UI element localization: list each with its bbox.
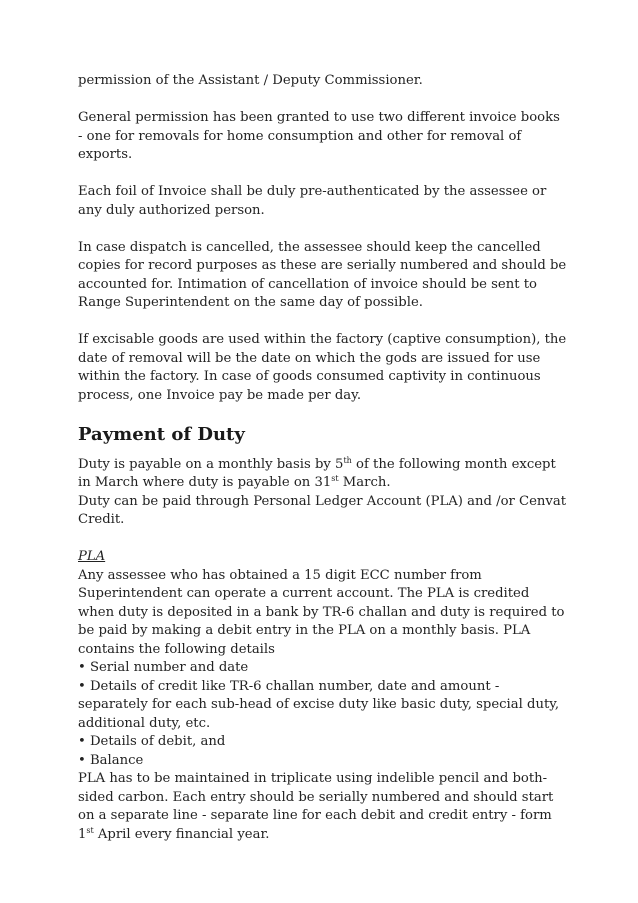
paragraph: Any assessee who has obtained a 15 digit ECC number from Superintendent can operate a current account. The PLA is credited when duty is deposited in a bank by TR-6 challan and duty is required to be paid by making a debit entry in the PLA on a monthly basis. PLA contains the following details xyxy=(78,567,565,657)
pla-subheading: PLA xyxy=(78,549,106,564)
document-page xyxy=(78,72,568,844)
text-run: April every financial year. xyxy=(93,826,270,842)
paragraph: General permission has been granted to use two different invoice books - one for removals for home consumption and other for removal of exports. xyxy=(78,110,560,162)
section-heading: Payment of Duty xyxy=(78,423,245,445)
list-item: • Details of debit, and xyxy=(78,734,226,749)
superscript: st xyxy=(86,825,94,835)
list-item: • Balance xyxy=(78,752,144,768)
superscript: th xyxy=(343,455,352,465)
paragraph: If excisable goods are used within the factory (captive consumption), the date of removal will be the date on which the gods are issued for use within the factory. In case of goods consumed captivity in continuous process, one Invoice pay be made per day. xyxy=(78,332,567,403)
text-run: of the following month except in March where duty is payable on 31 xyxy=(78,456,556,490)
list-item: • Details of credit like TR-6 challan number, date and amount - separately for each sub-head of excise duty like basic duty, special duty, additional duty, etc. xyxy=(78,678,560,731)
closing-paragraph xyxy=(78,770,568,844)
paragraph: permission of the Assistant / Deputy Commissioner. xyxy=(78,73,423,88)
list-item: • Serial number and date xyxy=(78,660,249,675)
duty-schedule-paragraph xyxy=(78,456,568,493)
superscript: st xyxy=(331,474,339,483)
paragraph: In case dispatch is cancelled, the assessee should keep the cancelled copies for record purposes as these are serially numbered and should be accounted for. Intimation of cancellation of invoice should be sent to Range Superintendent on the same day of possible. xyxy=(78,239,567,310)
paragraph: Each foil of Invoice shall be duly pre-authenticated by the assessee or any duly authorized person. xyxy=(78,184,547,218)
paragraph: Duty can be paid through Personal Ledger Account (PLA) and /or Cenvat Credit. xyxy=(78,493,567,527)
text-run: Duty is payable on a monthly basis by 5 xyxy=(78,456,344,472)
text-run: PLA has to be maintained in triplicate using indelible pencil and both-sided carbon. Each entry should be serially numbered and should start on a separate line - separate line for each debit and credit entry - form 1 xyxy=(78,771,554,842)
text-run: March. xyxy=(338,475,391,490)
